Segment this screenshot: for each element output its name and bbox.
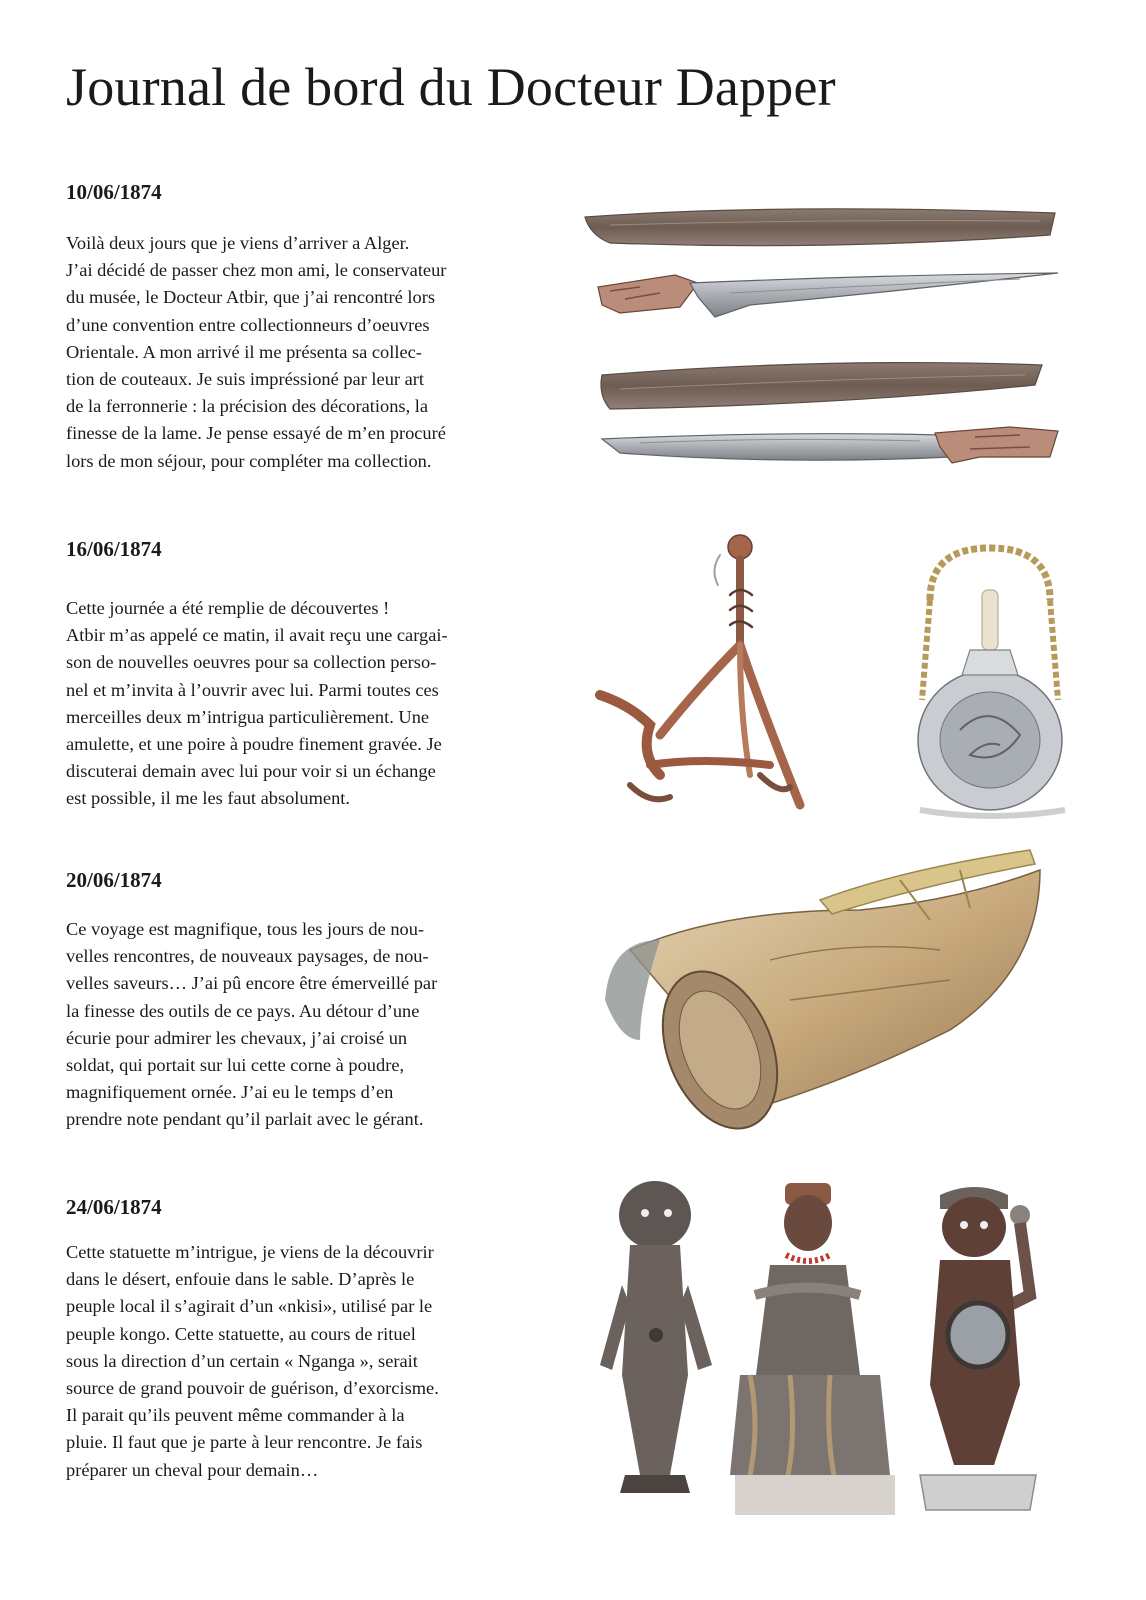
entry-line: préparer un cheval pour demain… [66,1459,319,1480]
powder-flask-icon [918,548,1065,816]
entry-text [66,1239,536,1484]
entry-line: la finesse des outils de ce pays. Au détour d’une [66,1000,420,1021]
statuette-icon [920,1187,1036,1510]
entry-line: sous la direction d’un certain « Nganga », serait [66,1350,418,1371]
entry-line: peuple local il s’agirait d’un «nkisi», utilisé par le [66,1296,433,1317]
entry-line: dans le désert, enfouie dans le sable. D’après le [66,1269,415,1290]
knives-illustration [580,195,1060,485]
powder-flask-illustration [900,540,1080,820]
entry-line: son de nouvelles oeuvres pour sa collection perso- [66,652,437,673]
statuettes-illustration [590,1175,1060,1520]
entry-line: discuterai demain avec lui pour voir si un échange [66,761,436,782]
knife-sheath-icon [601,363,1042,409]
entry-line: prendre note pendant qu’il parlait avec le gérant. [66,1109,424,1130]
statuette-icon [600,1181,712,1493]
entry-text [66,595,536,813]
entry-date: 24/06/1874 [66,1195,162,1219]
entry-date: 10/06/1874 [66,180,162,204]
powder-horn-illustration [600,840,1060,1145]
entry-line: nel et m’invita à l’ouvrir avec lui. Parmi toutes ces [66,679,439,700]
powder-horn-icon [605,850,1040,1145]
entry-text [66,230,536,475]
entry-line: J’ai décidé de passer chez mon ami, le conservateur [66,260,447,281]
knife-sheath-icon [585,209,1055,246]
entry-text [66,916,536,1134]
entry-date: 16/06/1874 [66,537,162,561]
entry-line: du musée, le Docteur Atbir, que j’ai rencontré lors [66,287,435,308]
entry-line: source de grand pouvoir de guérison, d’exorcisme. [66,1378,439,1399]
page-title: Journal de bord du Docteur Dapper [66,57,836,117]
entry-line: lors de mon séjour, pour compléter ma collection. [66,450,432,471]
entry-line: Voilà deux jours que je viens d’arriver a Alger. [66,233,410,253]
entry-line: écurie pour admirer les chevaux, j’ai croisé un [66,1027,408,1048]
entry-line: soldat, qui portait sur lui cette corne à poudre, [66,1055,405,1076]
knife-blade-icon [598,273,1058,317]
entry-line: magnifiquement ornée. J’ai eu le temps d’en [66,1082,394,1103]
entry-line: pluie. Il faut que je parte à leur rencontre. Je fais [66,1432,423,1453]
entry-line: finesse de la lame. Je pense essayé de m’en procuré [66,423,446,444]
entry-line: tion de couteaux. Je suis impréssioné par leur art [66,369,425,390]
entry-line: de la ferronnerie : la précision des décorations, la [66,396,429,417]
entry-date: 20/06/1874 [66,868,162,892]
entry-line: amulette, et une poire à poudre finement gravée. Je [66,734,442,755]
entry-line: d’une convention entre collectionneurs d’oeuvres [66,314,430,335]
entry-line: est possible, il me les faut absolument. [66,788,350,809]
entry-line: Il parait qu’ils peuvent même commander à la [66,1405,405,1426]
entry-line: Ce voyage est magnifique, tous les jours de nou- [66,919,425,939]
entry-line: Cette journée a été remplie de découvertes ! [66,598,390,618]
entry-line: Atbir m’as appelé ce matin, il avait reçu une cargai- [66,625,448,646]
entry-line: velles rencontres, de nouveaux paysages, de nou- [66,946,429,967]
knife-blade-icon [602,427,1058,463]
statuette-icon [730,1183,895,1515]
entry-line: peuple kongo. Cette statuette, au cours de rituel [66,1323,416,1344]
entry-line: merceilles deux m’intrigua particulièrement. Une [66,706,430,727]
entry-line: Orientale. A mon arrivé il me présenta sa collec- [66,341,422,362]
entry-line: velles saveurs… J’ai pû encore être émerveillé par [66,973,438,994]
amulet-illustration [590,525,830,825]
entry-line: Cette statuette m’intrigue, je viens de la découvrir [66,1242,434,1262]
amulet-icon [600,535,800,805]
